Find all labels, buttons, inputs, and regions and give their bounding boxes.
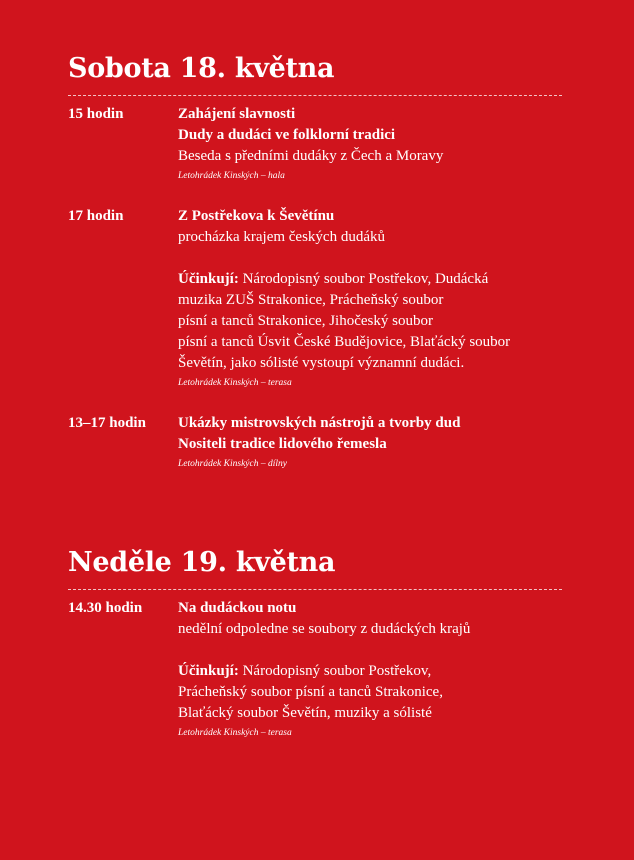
- performers-text: Národopisný soubor Postřekov,: [238, 663, 432, 679]
- event-venue: Letohrádek Kinských – terasa: [178, 728, 292, 738]
- performers-text: Národopisný soubor Postřekov, Dudácká: [238, 271, 489, 287]
- event-title: Ukázky mistrovských nástrojů a tvorby dud: [178, 415, 461, 431]
- event-title: Nositeli tradice lidového řemesla: [178, 436, 387, 452]
- performers-line: Ševětín, jako sólisté vystoupí významní dudáci.: [178, 355, 465, 371]
- event-time: 14.30 hodin: [68, 600, 143, 616]
- event-15: [68, 104, 562, 184]
- performers-line: [178, 661, 562, 682]
- dashed-divider: [68, 95, 562, 96]
- dashed-divider: [68, 589, 562, 590]
- event-title: Dudy a dudáci ve folklorní tradici: [178, 127, 396, 143]
- event-description: nedělní odpoledne se soubory z dudáckých krajů: [178, 621, 471, 637]
- event-14-30: [68, 598, 562, 741]
- performers-line: písní a tanců Strakonice, Jihočeský soubor: [178, 313, 433, 329]
- event-venue: Letohrádek Kinských – terasa: [178, 378, 292, 388]
- event-title: Zahájení slavnosti: [178, 106, 296, 122]
- event-venue: Letohrádek Kinských – dílny: [178, 459, 287, 469]
- performers-line: Blaťácký soubor Ševětín, muziky a sólisté: [178, 705, 432, 721]
- event-description: procházka krajem českých dudáků: [178, 229, 385, 245]
- event-description: Beseda s předními dudáky z Čech a Moravy: [178, 148, 444, 164]
- day-sunday: [68, 546, 562, 763]
- event-17: [68, 206, 562, 391]
- event-time: 13–17 hodin: [68, 415, 146, 431]
- performers-line: muzika ZUŠ Strakonice, Prácheňský soubor: [178, 292, 444, 308]
- performers-label: Účinkují:: [178, 663, 239, 679]
- day-saturday: [68, 52, 562, 494]
- event-time: 15 hodin: [68, 106, 124, 122]
- performers-line: písní a tanců Úsvit České Budějovice, Blaťácký soubor: [178, 334, 511, 350]
- event-title: Na dudáckou notu: [178, 600, 297, 616]
- event-time: 17 hodin: [68, 208, 124, 224]
- event-venue: Letohrádek Kinských – hala: [178, 171, 285, 181]
- day-title: Neděle 19. května: [68, 547, 336, 578]
- day-title: Sobota 18. května: [68, 53, 335, 84]
- event-title: Z Postřekova k Ševětínu: [178, 208, 335, 224]
- performers-label: Účinkují:: [178, 271, 239, 287]
- event-13-17: [68, 413, 562, 472]
- performers-line: Prácheňský soubor písní a tanců Strakonice,: [178, 684, 443, 700]
- performers-line: [178, 269, 562, 290]
